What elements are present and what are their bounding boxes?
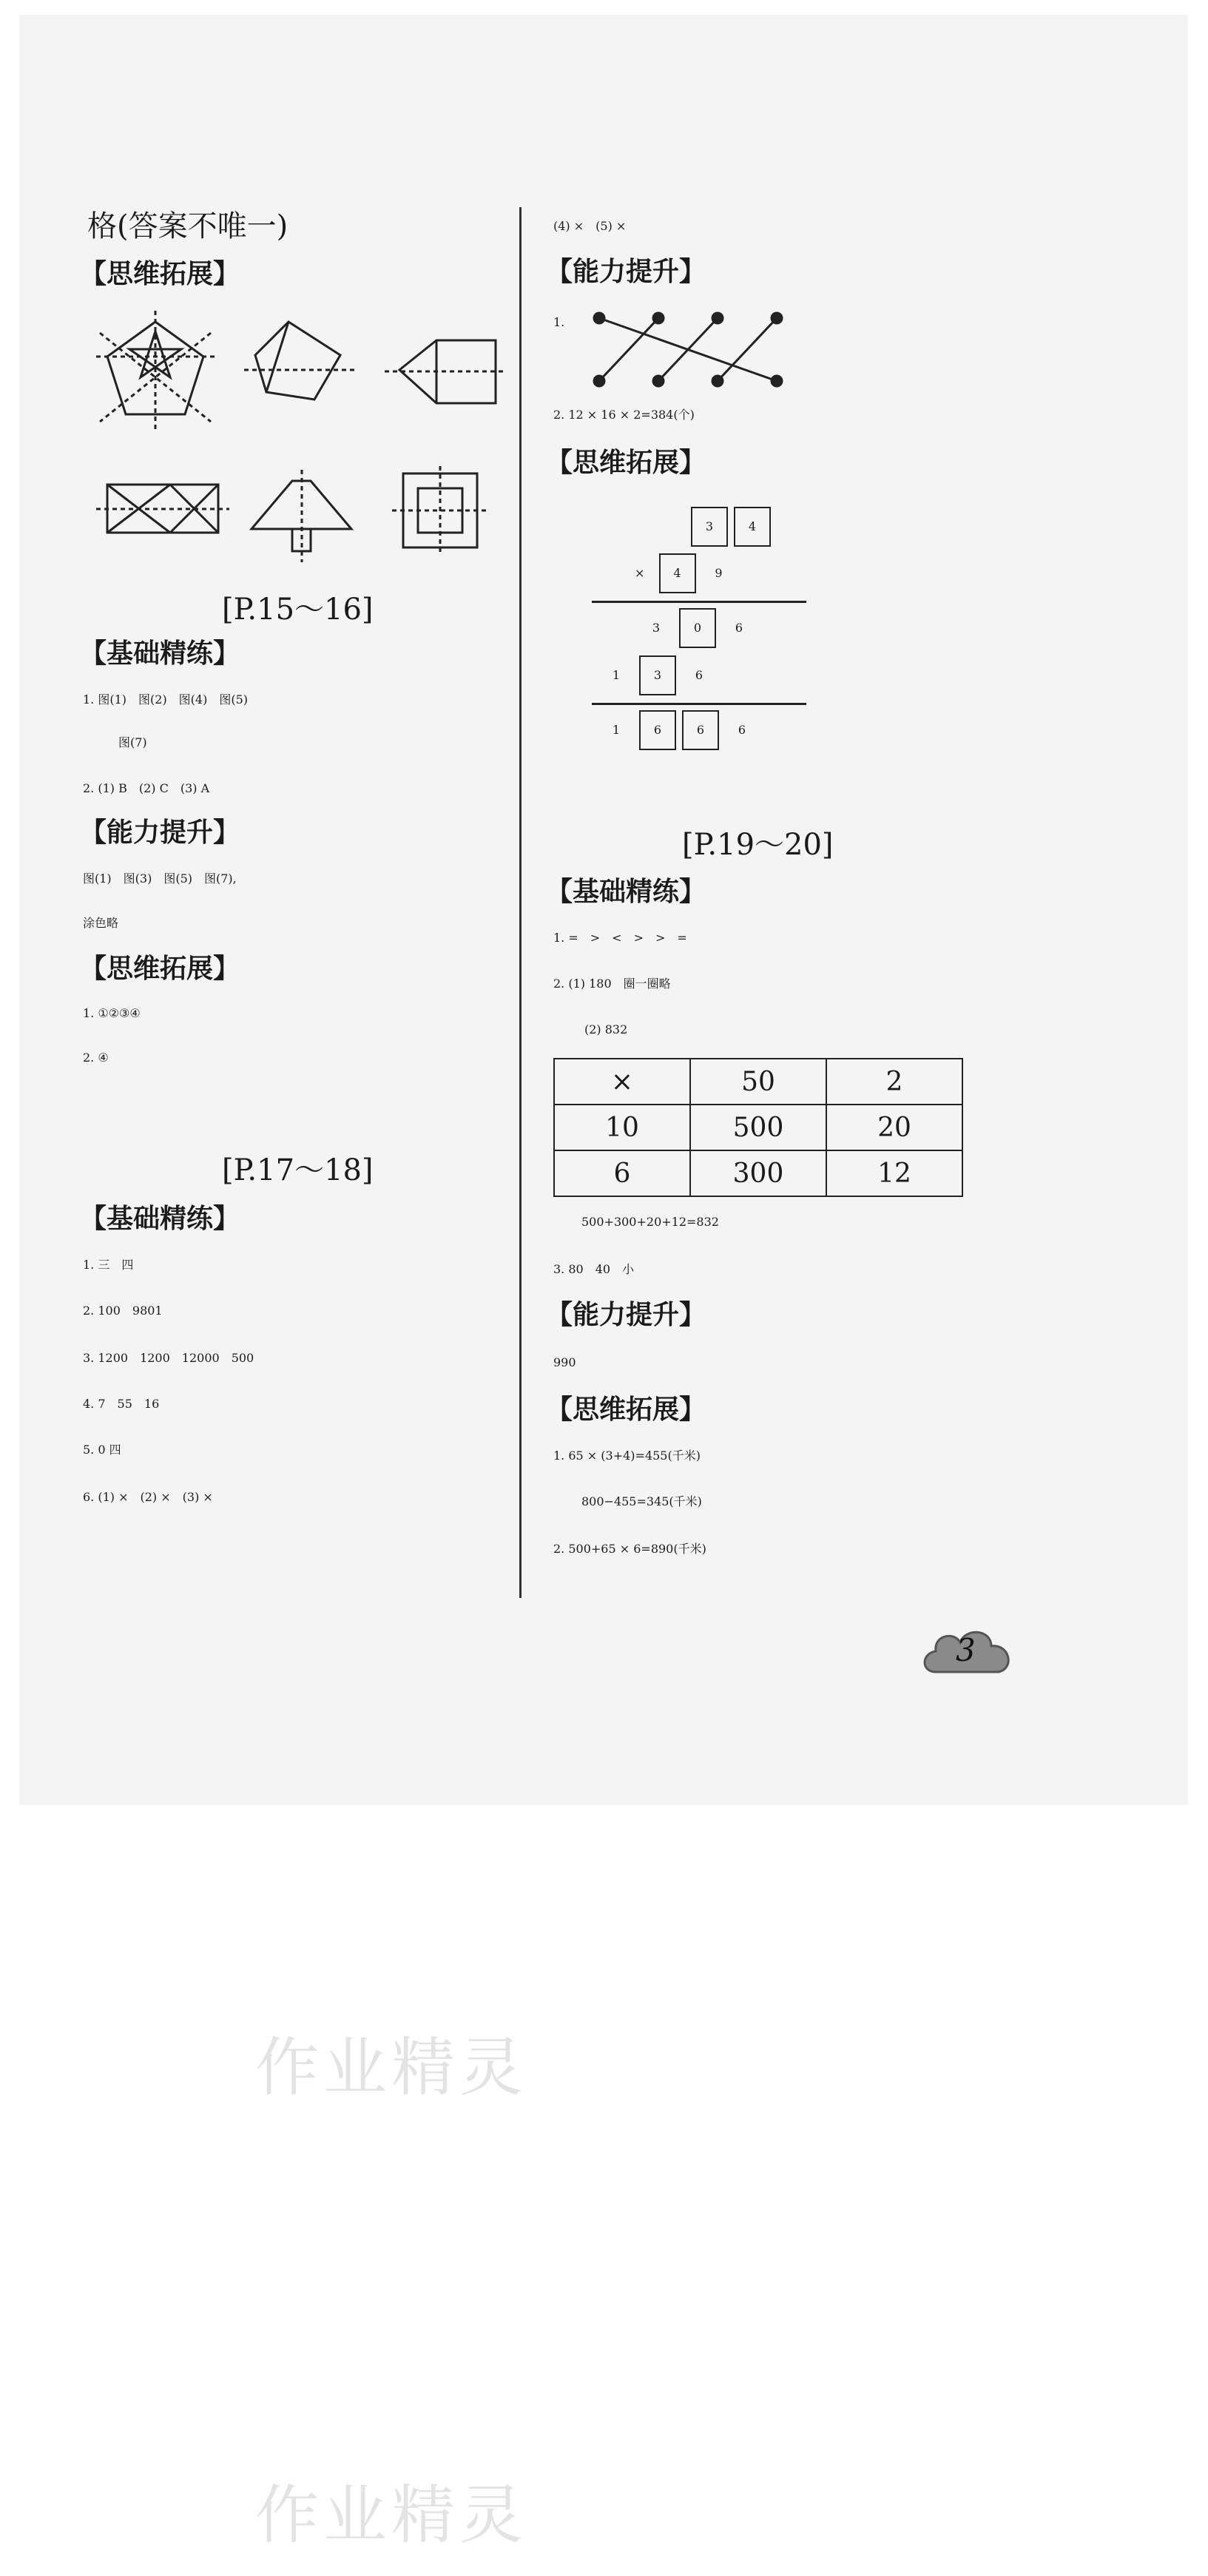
table-cell: 12 (826, 1150, 962, 1196)
digit: 3 (652, 621, 661, 635)
section-title: 【基础精练】 (546, 877, 706, 907)
answer-line: 500+300+20+12=832 (581, 1215, 719, 1229)
answer-line: 1. 图(1) 图(2) 图(4) 图(5) (83, 692, 249, 707)
table-row (554, 1150, 962, 1196)
answer-line: 1. ①②③④ (83, 1006, 141, 1020)
digit-box: 3 (639, 655, 676, 695)
answer-line: 2. 100 9801 (83, 1304, 163, 1318)
mult-row-4 (596, 655, 719, 695)
mult-rule (592, 601, 806, 603)
answer-line: 2. (1) 180 圈一圈略 (553, 977, 671, 991)
section-title: 【基础精练】 (80, 1204, 240, 1234)
digit-box: 4 (659, 553, 696, 593)
table-cell: 300 (690, 1150, 826, 1196)
digit: 6 (738, 723, 746, 737)
page-range-label: [P.15～16] (222, 593, 374, 627)
nested-square-figure (392, 466, 488, 555)
table-cell: 20 (826, 1105, 962, 1150)
answer-line: 2. (1) B (2) C (3) A (83, 781, 210, 795)
answer-line: 3. 80 40 小 (553, 1262, 635, 1276)
table-cell: 500 (690, 1105, 826, 1150)
mult-row-1 (688, 507, 774, 547)
answer-line: 6. (1) × (2) × (3) × (83, 1490, 213, 1504)
answer-line: 1. 65 × (3+4)=455(千米) (553, 1449, 701, 1463)
table-cell: 10 (554, 1105, 690, 1150)
mult-row-3 (636, 608, 759, 648)
section-title: 【思维拓展】 (80, 259, 240, 289)
section-title: 【能力提升】 (546, 1300, 706, 1330)
watermark: 作业精灵 (255, 2031, 527, 2105)
multiplication-grid (553, 1058, 963, 1197)
answer-line: 图(7) (118, 735, 147, 749)
digit: 6 (735, 621, 743, 635)
answer-line: 800−455=345(千米) (581, 1494, 702, 1508)
page-range-label: [P.19～20] (682, 828, 834, 862)
digit-box: 6 (639, 710, 676, 750)
digit-box: 3 (691, 507, 728, 547)
section-title: 【基础精练】 (80, 638, 240, 669)
answer-line: 2. 500+65 × 6=890(千米) (553, 1542, 706, 1556)
digit: 9 (715, 566, 723, 580)
answer-line: 5. 0 四 (83, 1443, 121, 1457)
section-title: 【思维拓展】 (80, 954, 240, 984)
table-row (554, 1105, 962, 1150)
symmetry-figures-row1 (96, 311, 510, 444)
table-cell: 6 (554, 1150, 690, 1196)
table-cell: × (554, 1059, 690, 1105)
section-title: 【思维拓展】 (546, 1395, 706, 1425)
answer-line: 990 (553, 1355, 576, 1369)
match-label: 1. (553, 315, 565, 329)
digit-box: 0 (679, 608, 716, 648)
digit: 1 (612, 723, 621, 737)
answer-line: 1. = > < > > = (553, 931, 687, 945)
star-pentagon-figure (96, 311, 215, 429)
digit-box: 4 (734, 507, 771, 547)
house-figure (385, 340, 507, 403)
digit: 1 (612, 668, 621, 682)
page-range-label: [P.17～18] (222, 1153, 374, 1187)
table-cell: 2 (826, 1059, 962, 1105)
section-title: 【能力提升】 (80, 817, 240, 848)
table-cell: 50 (690, 1059, 826, 1105)
answer-note: 格(答案不唯一) (87, 209, 288, 243)
multiply-sign: × (635, 566, 645, 580)
digit: 6 (695, 668, 703, 682)
kite-figure (244, 322, 355, 399)
section-title: 【思维拓展】 (546, 448, 706, 478)
trapezoid-figure (252, 470, 351, 562)
answer-line: 4. 7 55 16 (83, 1397, 160, 1411)
symmetry-figures-row2 (96, 466, 510, 570)
column-divider (519, 207, 522, 1598)
answer-line: (2) 832 (584, 1022, 628, 1036)
answer-line: 图(1) 图(3) 图(5) 图(7), (83, 871, 237, 886)
mult-row-5 (596, 710, 762, 750)
page-number: 3 (956, 1632, 976, 1668)
digit-box: 6 (682, 710, 719, 750)
rectangle-cross-figure (96, 485, 229, 533)
table-row (554, 1059, 962, 1105)
watermark: 作业精灵 (255, 2478, 527, 2552)
mult-rule (592, 703, 806, 705)
answer-line: (4) × (5) × (553, 219, 627, 233)
answer-line: 1. 三 四 (83, 1258, 134, 1272)
matching-lines-diagram (584, 303, 806, 392)
answer-line: 2. 12 × 16 × 2=384(个) (553, 408, 695, 422)
mult-row-2 (635, 553, 739, 593)
section-title: 【能力提升】 (546, 257, 706, 287)
answer-line: 2. ④ (83, 1051, 109, 1065)
answer-line: 涂色略 (83, 916, 119, 930)
answer-line: 3. 1200 1200 12000 500 (83, 1351, 254, 1365)
